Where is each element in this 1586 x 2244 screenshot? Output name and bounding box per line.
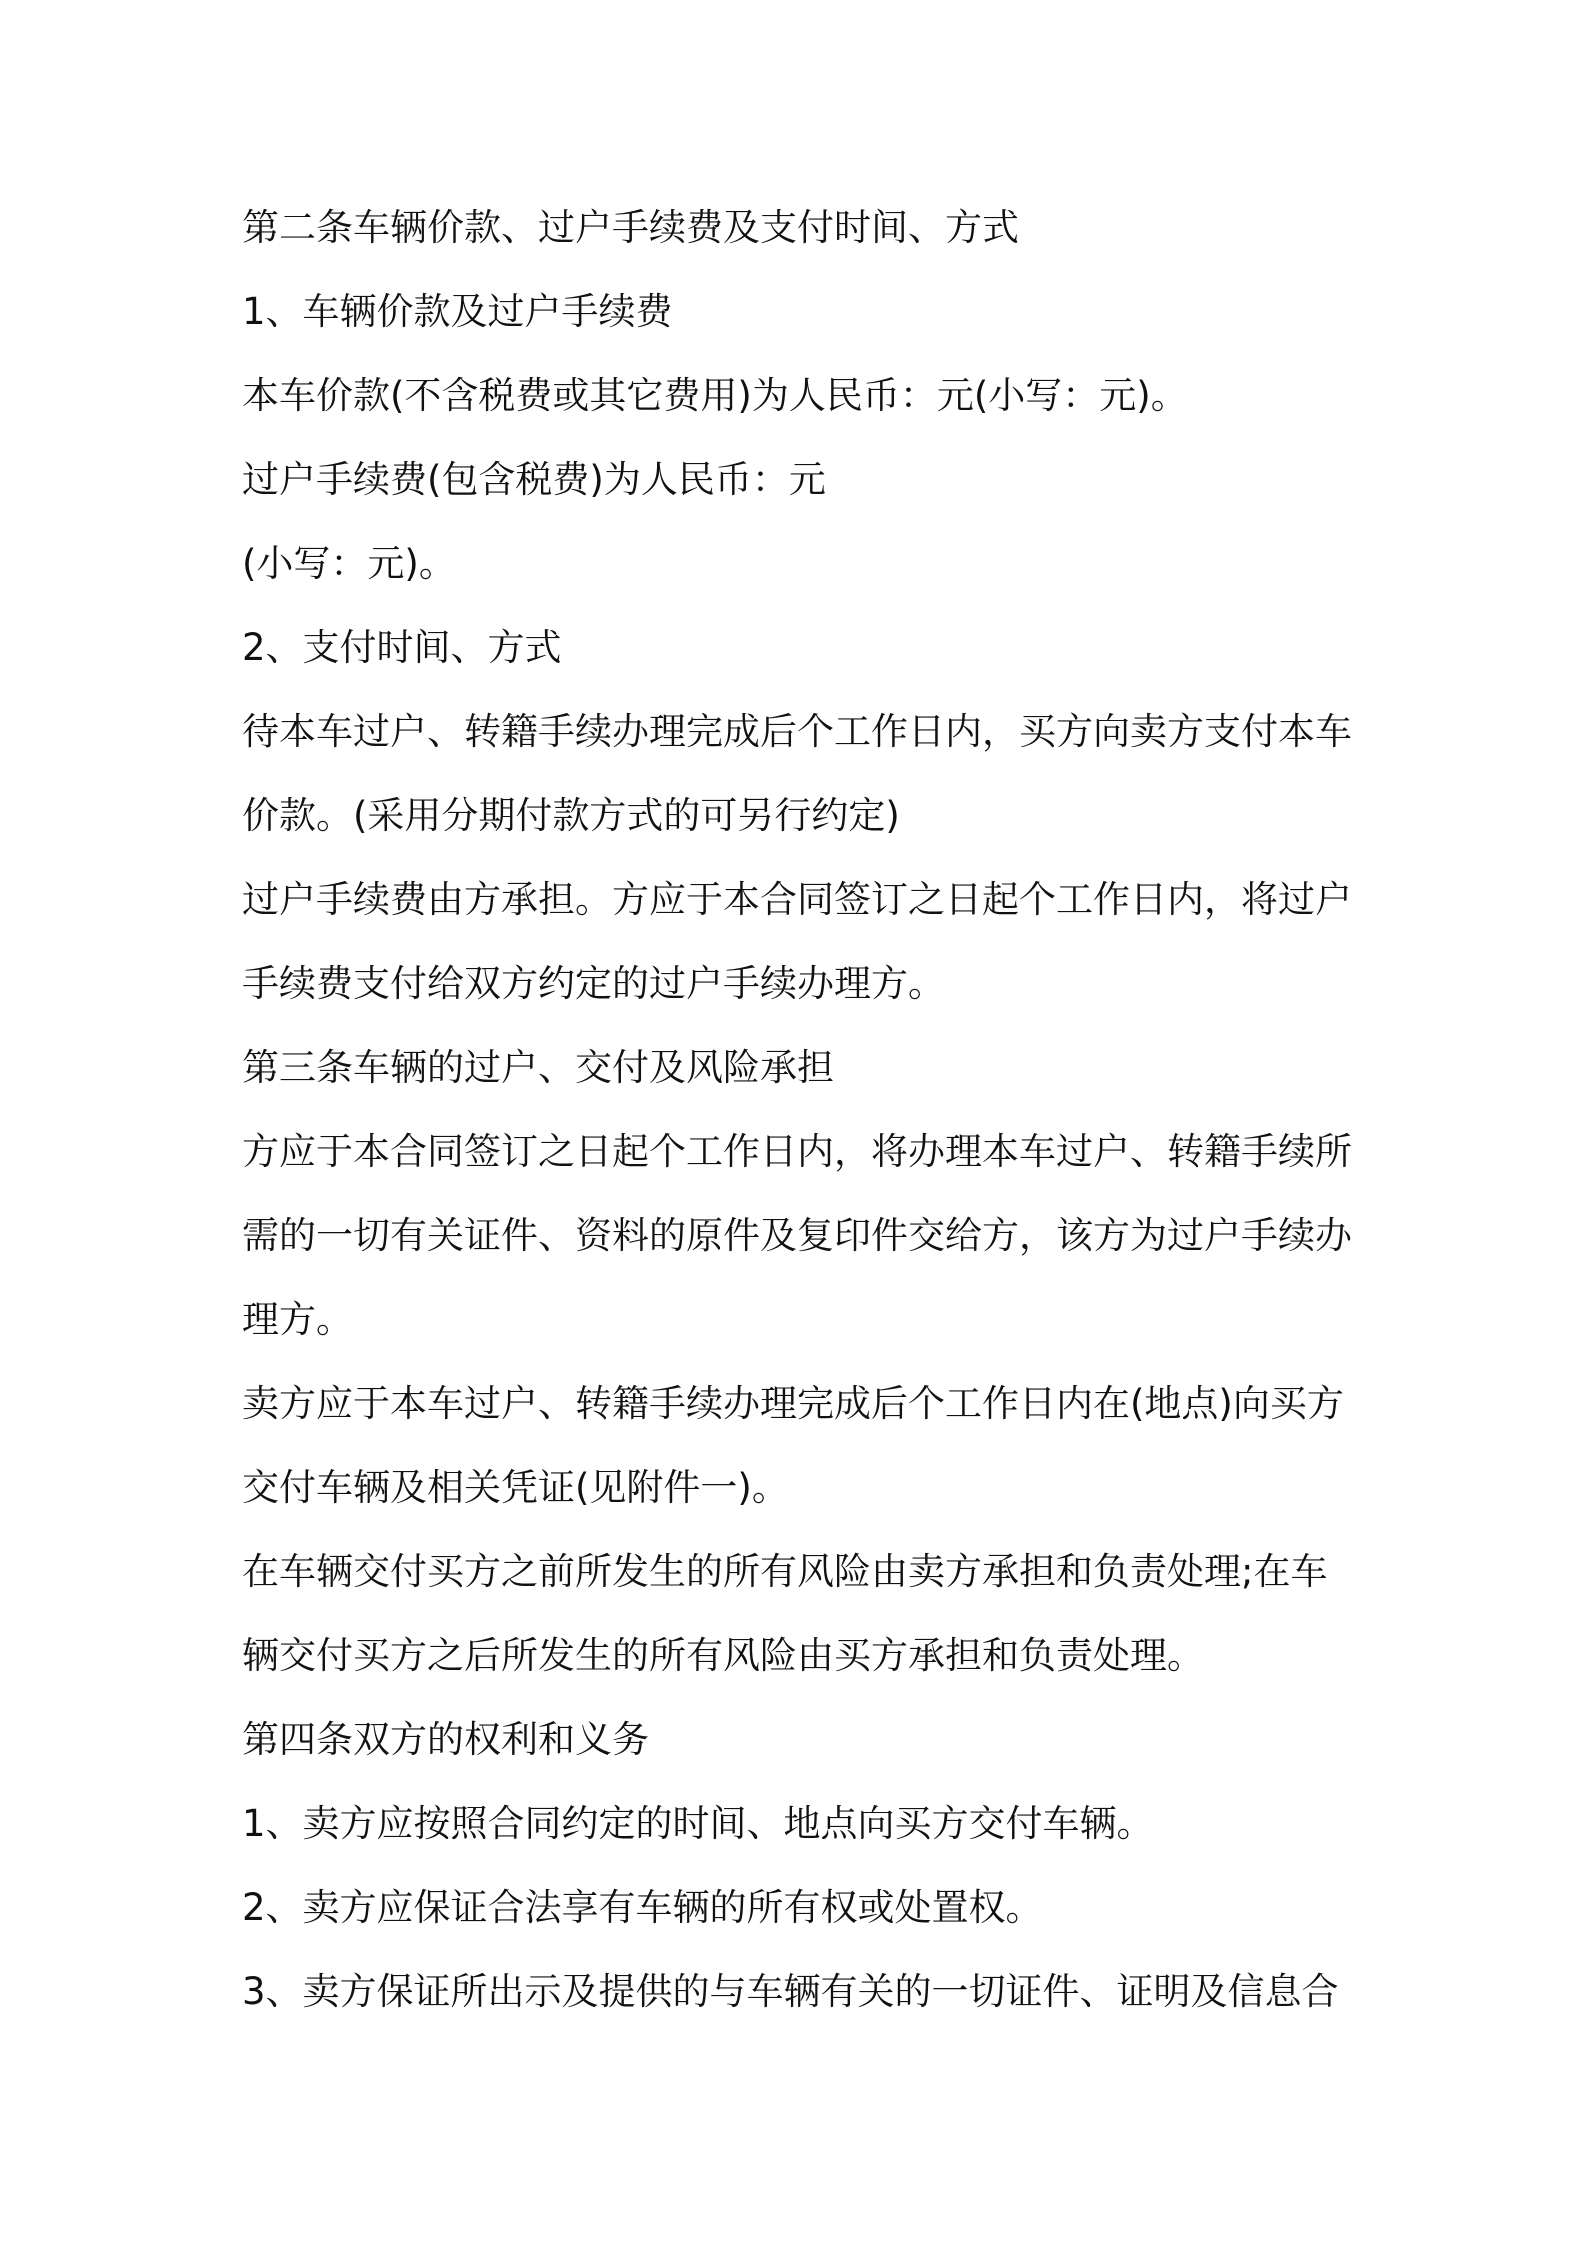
- clause-4-3: 3、卖方保证所出示及提供的与车辆有关的一切证件、证明及信息合: [242, 1970, 1339, 2013]
- document-body: [242, 200, 1362, 2048]
- article-2-heading: 第二条车辆价款、过户手续费及支付时间、方式: [242, 206, 1019, 249]
- clause-2-2-heading: 2、支付时间、方式: [242, 626, 562, 669]
- paragraph-line: (小写：元)。: [242, 542, 456, 585]
- paragraph-line: 交付车辆及相关凭证(见附件一)。: [242, 1466, 789, 1509]
- paragraph-line: 卖方应于本车过户、转籍手续办理完成后个工作日内在(地点)向买方: [242, 1382, 1344, 1425]
- clause-4-1: 1、卖方应按照合同约定的时间、地点向买方交付车辆。: [242, 1802, 1154, 1845]
- paragraph-line: 在车辆交付买方之前所发生的所有风险由卖方承担和负责处理;在车: [242, 1550, 1328, 1593]
- paragraph-line: 辆交付买方之后所发生的所有风险由买方承担和负责处理。: [242, 1634, 1204, 1677]
- article-3-heading: 第三条车辆的过户、交付及风险承担: [242, 1046, 834, 1089]
- paragraph-line: 方应于本合同签订之日起个工作日内，将办理本车过户、转籍手续所: [242, 1130, 1352, 1173]
- paragraph-line: 过户手续费由方承担。方应于本合同签订之日起个工作日内，将过户: [242, 878, 1352, 921]
- clause-2-1-heading: 1、车辆价款及过户手续费: [242, 290, 673, 333]
- paragraph-line: 过户手续费(包含税费)为人民币：元: [242, 458, 826, 501]
- paragraph-line: 价款。(采用分期付款方式的可另行约定): [242, 794, 900, 837]
- paragraph-line: 本车价款(不含税费或其它费用)为人民币：元(小写：元)。: [242, 374, 1188, 417]
- clause-4-2: 2、卖方应保证合法享有车辆的所有权或处置权。: [242, 1886, 1043, 1929]
- paragraph-line: 理方。: [242, 1298, 353, 1341]
- paragraph-line: 待本车过户、转籍手续办理完成后个工作日内，买方向卖方支付本车: [242, 710, 1352, 753]
- article-4-heading: 第四条双方的权利和义务: [242, 1718, 649, 1761]
- paragraph-line: 手续费支付给双方约定的过户手续办理方。: [242, 962, 945, 1005]
- paragraph-line: 需的一切有关证件、资料的原件及复印件交给方，该方为过户手续办: [242, 1214, 1352, 1257]
